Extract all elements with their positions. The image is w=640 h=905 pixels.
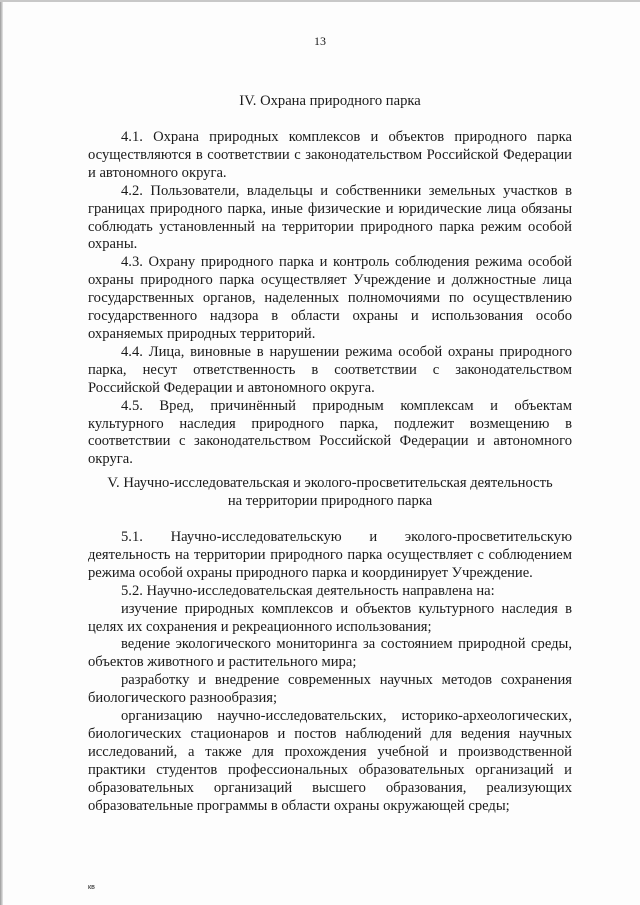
section-5-title-line-1: V. Научно-исследовательская и эколого-просветительская деятельность	[107, 475, 553, 491]
section-4-title: IV. Охрана природного парка	[239, 93, 421, 109]
section-5-body	[88, 529, 572, 816]
paragraph-4-1: 4.1. Охрана природных комплексов и объектов природного парка осуществляются в соответствии с законодательством Российской Федерации и автономного округа.	[88, 129, 572, 181]
section-5-heading-block	[88, 475, 572, 511]
paragraph-4-2: 4.2. Пользователи, владельцы и собственники земельных участков в границах природного парка, иные физические и юридические лица обязаны соблюдать установленный на территории природного парка режим особой охраны.	[88, 182, 572, 253]
paragraph-4-4: 4.4. Лица, виновные в нарушении режима особой охраны природного парка, несут ответственность в соответствии с законодательством Российской Федерации и автономного округа.	[88, 343, 572, 396]
paragraph-5-2: 5.2. Научно-исследовательская деятельность направлена на:	[121, 582, 495, 599]
paragraph-5-1: 5.1. Научно-исследовательскую и эколого-просветительскую деятельность на территории природного парка осуществляет с соблюдением режима особой охраны природного парка и координирует Учреждение.	[88, 529, 572, 581]
list-item-study: изучение природных комплексов и объектов культурного наследия в целях их сохранения и рекреационного использования;	[88, 600, 572, 635]
footer-initials: кв	[88, 884, 95, 891]
section-4-body	[88, 129, 572, 469]
page-number: 13	[314, 34, 326, 48]
list-item-methods: разработку и внедрение современных научных методов сохранения биологического разнообразия;	[88, 672, 572, 707]
paragraph-4-5: 4.5. Вред, причинённый природным комплексам и объектам культурного наследия природного парка, подлежит возмещению в соответствии с законодательством Российской Федерации и автономного округа.	[88, 397, 572, 468]
paragraph-4-3: 4.3. Охрану природного парка и контроль соблюдения режима особой охраны природного парка осуществляет Учреждение и должностные лица государственных органов, наделенных полномочиями по осуществлению государственного надзора в области охраны и использования особо охраняемых природных территорий.	[88, 254, 572, 342]
page-left-edge-shadow	[0, 0, 3, 905]
section-5-title-line-2: на территории природного парка	[227, 492, 433, 509]
page-top-edge-shadow	[0, 0, 640, 2]
section-4-heading-block	[88, 93, 572, 111]
list-item-stations: организацию научно-исследовательских, историко-археологических, биологических стационаров и постов наблюдений для ведения научных исследований, а также для прохождения учебной и производственной практики студентов профессиональных образовательных организаций и образовательных организаций высшего образования, реализующих образовательные программы в области охраны окружающей среды;	[88, 708, 572, 814]
list-item-monitoring: ведение экологического мониторинга за состоянием природной среды, объектов животного и растительного мира;	[88, 636, 572, 671]
